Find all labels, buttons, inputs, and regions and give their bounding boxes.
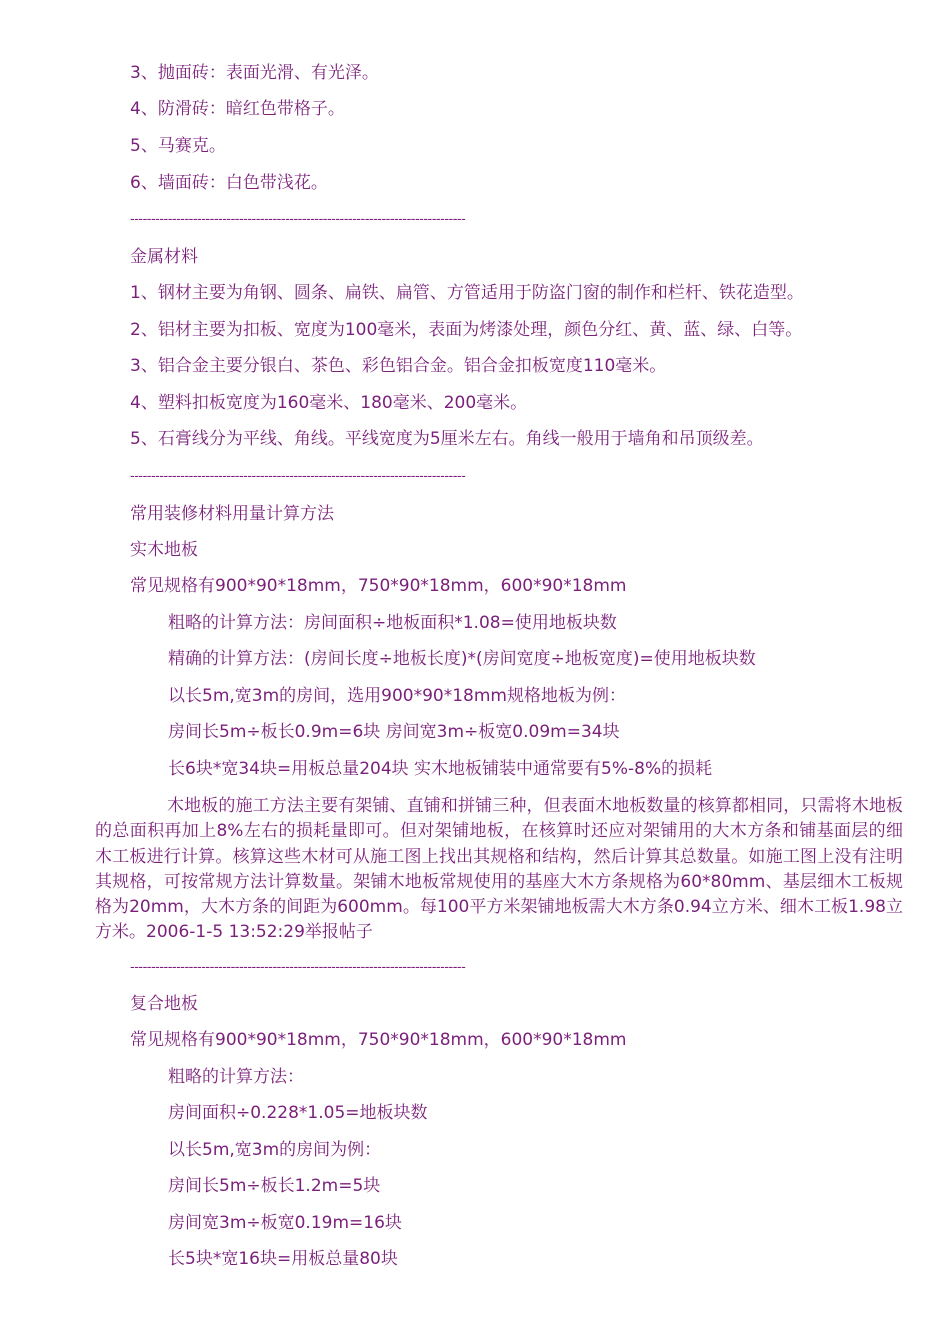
- section-heading-metal: 金属材料: [130, 247, 198, 267]
- metal-item: 1、钢材主要为角钢、圆条、扁铁、扁管、方管适用于防盗门窗的制作和栏杆、铁花造型。: [130, 283, 804, 303]
- subheading-composite: 复合地板: [130, 994, 198, 1014]
- metal-item: 5、石膏线分为平线、角线。平线宽度为5厘米左右。角线一般用于墙角和吊顶级差。: [130, 429, 764, 449]
- composite-spec: 常见规格有900*90*18mm，750*90*18mm，600*90*18mm: [130, 1030, 627, 1050]
- metal-item: 2、铝材主要为扣板、宽度为100毫米，表面为烤漆处理，颜色分红、黄、蓝、绿、白等。: [130, 320, 803, 340]
- composite-line: 房间长5m÷板长1.2m=5块: [168, 1176, 381, 1196]
- solid-wood-line: 粗略的计算方法：房间面积÷地板面积*1.08=使用地板块数: [168, 613, 617, 633]
- tile-item-4: 4、防滑砖：暗红色带格子。: [130, 99, 345, 119]
- solid-wood-line: 长6块*宽34块=用板总量204块 实木地板铺装中通常要有5%-8%的损耗: [168, 759, 713, 779]
- separator: --------------------------------------------------------------------------------: [130, 469, 466, 484]
- composite-line: 长5块*宽16块=用板总量80块: [168, 1249, 398, 1269]
- solid-wood-line: 精确的计算方法：(房间长度÷地板长度)*(房间宽度÷地板宽度)=使用地板块数: [168, 649, 756, 669]
- composite-line: 粗略的计算方法：: [168, 1067, 304, 1087]
- separator: --------------------------------------------------------------------------------: [130, 960, 466, 975]
- solid-wood-line: 以长5m,宽3m的房间，选用900*90*18mm规格地板为例：: [168, 686, 626, 706]
- solid-wood-spec: 常见规格有900*90*18mm，750*90*18mm，600*90*18mm: [130, 576, 627, 596]
- tile-item-6: 6、墙面砖：白色带浅花。: [130, 173, 328, 193]
- metal-item: 3、铝合金主要分银白、茶色、彩色铝合金。铝合金扣板宽度110毫米。: [130, 356, 667, 376]
- solid-wood-paragraph: 木地板的施工方法主要有架铺、直铺和拼铺三种，但表面木地板数量的核算都相同，只需将木地板的总面积再加上8%左右的损耗量即可。但对架铺地板，在核算时还应对架铺用的大木方条和铺基面层的细木工板进行计算。核算这些木材可从施工图上找出其规格和结构，然后计算其总数量。如施工图上没有注明其规格，可按常规方法计算数量。架铺木地板常规使用的基座大木方条规格为60*80mm、基层细木工板规格为20mm，大木方条的间距为600mm。每100平方米架铺地板需大木方条0.94立方米、细木工板1.98立方米。2006-1-5 13:52:29举报帖子: [95, 796, 903, 943]
- subheading-solid-wood: 实木地板: [130, 540, 198, 560]
- tile-item-3: 3、抛面砖：表面光滑、有光泽。: [130, 63, 379, 83]
- composite-line: 房间面积÷0.228*1.05=地板块数: [168, 1103, 428, 1123]
- tile-item-5: 5、马赛克。: [130, 136, 226, 156]
- composite-line: 房间宽3m÷板宽0.19m=16块: [168, 1213, 402, 1233]
- solid-wood-line: 房间长5m÷板长0.9m=6块 房间宽3m÷板宽0.09m=34块: [168, 722, 620, 742]
- metal-item: 4、塑料扣板宽度为160毫米、180毫米、200毫米。: [130, 393, 528, 413]
- separator: --------------------------------------------------------------------------------: [130, 212, 466, 227]
- composite-line: 以长5m,宽3m的房间为例：: [168, 1140, 382, 1160]
- section-heading-calc: 常用装修材料用量计算方法: [130, 504, 334, 524]
